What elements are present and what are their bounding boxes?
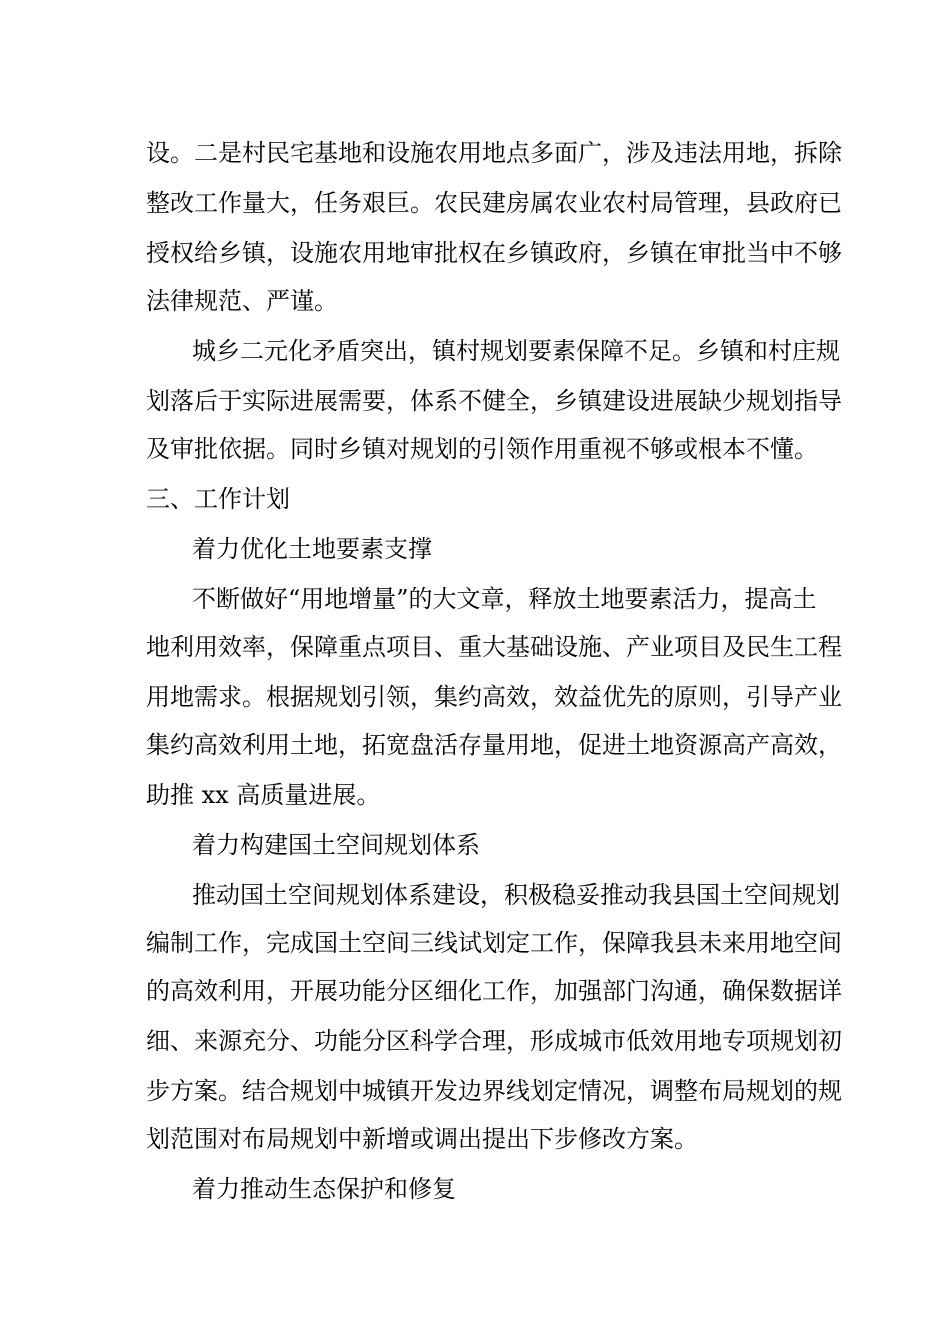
body-text-line: 法律规范、严谨。 (146, 287, 338, 315)
body-text-line: 划落后于实际进展需要，体系不健全，乡镇建设进展缺少规划指导 (146, 387, 842, 415)
subsection-heading: 着力优化土地要素支撑 (192, 535, 432, 563)
body-text-line: 步方案。结合规划中城镇开发边界线划定情况，调整布局规划的规 (146, 1077, 842, 1105)
body-text-line: 推动国土空间规划体系建设，积极稳妥推动我县国土空间规划 (192, 881, 840, 909)
body-text-line: 划范围对布局规划中新增或调出提出下步修改方案。 (146, 1125, 698, 1153)
body-text-line: 的高效利用，开展功能分区细化工作，加强部门沟通，确保数据详 (146, 977, 842, 1005)
body-text-line: 授权给乡镇，设施农用地审批权在乡镇政府，乡镇在审批当中不够 (146, 239, 842, 267)
body-text-line: 城乡二元化矛盾突出，镇村规划要素保障不足。乡镇和村庄规 (192, 337, 840, 365)
body-text-line: 编制工作，完成国土空间三线试划定工作，保障我县未来用地空间 (146, 929, 842, 957)
body-text-line: 用地需求。根据规划引领，集约高效，效益优先的原则，引导产业 (146, 683, 842, 711)
body-text-line: 整改工作量大，任务艰巨。农民建房属农业农村局管理，县政府已 (146, 189, 842, 217)
body-text-line: 地利用效率，保障重点项目、重大基础设施、产业项目及民生工程 (146, 633, 842, 661)
body-text-line: 细、来源充分、功能分区科学合理，形成城市低效用地专项规划初 (146, 1027, 842, 1055)
body-text-line: 不断做好“用地增量”的大文章，释放土地要素活力，提高土 (192, 585, 817, 613)
body-text-line: 集约高效利用土地，拓宽盘活存量用地，促进土地资源高产高效， (146, 731, 842, 759)
body-text-line: 及审批依据。同时乡镇对规划的引领作用重视不够或根本不懂。 (146, 435, 818, 463)
subsection-heading: 着力构建国土空间规划体系 (192, 831, 480, 859)
subsection-heading: 着力推动生态保护和修复 (192, 1175, 456, 1203)
body-text-line: 设。二是村民宅基地和设施农用地点多面广，涉及违法用地，拆除 (146, 139, 842, 167)
body-text-line: 助推 xx 高质量进展。 (146, 781, 381, 809)
section-heading: 三、工作计划 (146, 485, 290, 513)
